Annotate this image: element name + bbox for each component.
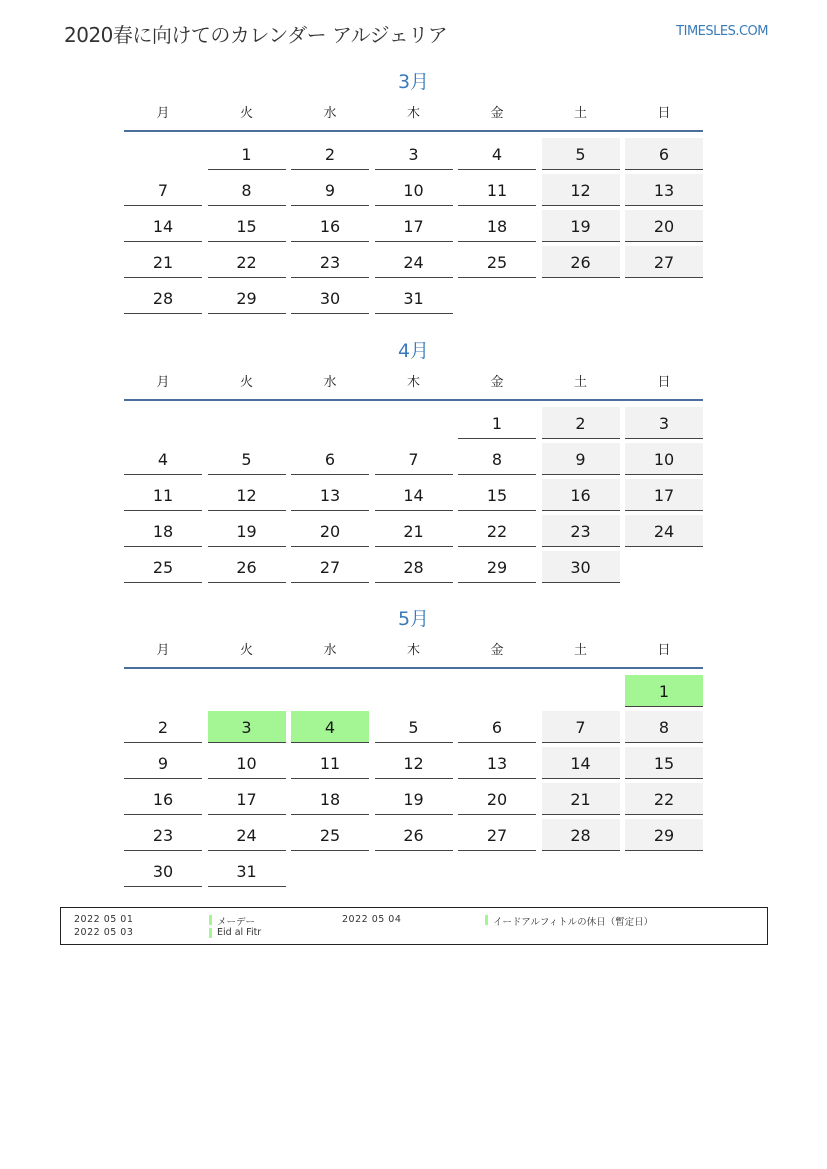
day-cell: 17 [625,479,703,511]
day-cell: 29 [458,551,536,583]
day-cell: 10 [625,443,703,475]
day-cell: 15 [458,479,536,511]
day-cell: 8 [458,443,536,475]
day-cell: 14 [124,210,202,242]
day-cell: 28 [375,551,453,583]
weekday-label: 水 [323,375,337,390]
day-cell: 13 [625,174,703,206]
day-cell: 19 [208,515,286,547]
day-cell: 18 [124,515,202,547]
day-cell: 23 [124,819,202,851]
day-cell: 29 [208,282,286,314]
day-cell: 6 [625,138,703,170]
day-cell: 5 [208,443,286,475]
day-cell: 9 [291,174,369,206]
day-cell: 3 [625,407,703,439]
day-cell: 17 [375,210,453,242]
day-cell: 2 [542,407,620,439]
day-cell: 12 [542,174,620,206]
day-cell: 30 [291,282,369,314]
day-cell: 12 [208,479,286,511]
weekday-header [124,369,703,397]
holiday-day-cell: 4 [291,711,369,743]
day-cell: 15 [208,210,286,242]
day-cell: 11 [291,747,369,779]
weekday-label: 水 [323,643,337,658]
month-march [124,68,703,308]
day-cell: 21 [124,246,202,278]
weekday-label: 土 [573,375,587,390]
day-cell: 5 [542,138,620,170]
day-cell: 14 [542,747,620,779]
weekday-label: 木 [406,106,420,121]
legend-date: 2022 05 04 [342,914,402,925]
day-cell: 18 [458,210,536,242]
holiday-legend [60,907,768,945]
legend-holiday-name: メーデー [209,914,255,928]
day-cell: 23 [291,246,369,278]
day-cell: 19 [542,210,620,242]
site-link[interactable]: TIMESLES.COM [676,24,768,39]
day-cell: 23 [542,515,620,547]
weekday-label: 月 [156,106,170,121]
day-cell: 20 [625,210,703,242]
day-cell: 8 [625,711,703,743]
day-cell: 21 [542,783,620,815]
day-cell: 4 [458,138,536,170]
weekday-label: 金 [490,106,504,121]
day-cell: 15 [625,747,703,779]
month-title: 3月 [397,71,430,93]
weekday-label: 月 [156,375,170,390]
day-cell: 24 [208,819,286,851]
day-cell: 6 [291,443,369,475]
day-cell: 24 [375,246,453,278]
day-cell: 27 [625,246,703,278]
day-cell: 16 [542,479,620,511]
day-cell: 25 [124,551,202,583]
day-cell: 9 [124,747,202,779]
weekday-label: 金 [490,643,504,658]
day-cell: 10 [208,747,286,779]
weekday-label: 木 [406,643,420,658]
month-title: 5月 [397,608,430,630]
page-title: 2020春に向けてのカレンダー アルジェリア [64,23,448,47]
day-cell: 4 [124,443,202,475]
weekday-label: 火 [239,375,253,390]
day-cell: 7 [124,174,202,206]
day-cell: 7 [375,443,453,475]
weekday-label: 日 [657,375,671,390]
day-cell: 20 [458,783,536,815]
day-cell: 11 [458,174,536,206]
day-cell: 16 [124,783,202,815]
weekday-label: 火 [239,106,253,121]
day-cell: 31 [375,282,453,314]
day-cell: 9 [542,443,620,475]
holiday-day-cell: 1 [625,675,703,707]
day-cell: 1 [458,407,536,439]
day-cell: 6 [458,711,536,743]
day-cell: 1 [208,138,286,170]
day-cell: 3 [375,138,453,170]
weekday-label: 木 [406,375,420,390]
legend-holiday-name: イードアルフィトルの休日（暫定日） [485,914,653,928]
day-cell: 7 [542,711,620,743]
day-cell: 26 [375,819,453,851]
holiday-day-cell: 3 [208,711,286,743]
weekday-label: 土 [573,106,587,121]
day-cell: 2 [291,138,369,170]
header-divider [124,399,703,401]
day-cell: 24 [625,515,703,547]
day-cell: 31 [208,855,286,887]
day-cell: 22 [208,246,286,278]
day-cell: 26 [208,551,286,583]
day-cell: 14 [375,479,453,511]
month-may [124,605,703,881]
legend-holiday-name: Eid al Fitr [209,927,261,938]
day-cell: 10 [375,174,453,206]
day-cell: 29 [625,819,703,851]
weekday-label: 金 [490,375,504,390]
weekday-label: 水 [323,106,337,121]
day-cell: 18 [291,783,369,815]
weekday-header [124,100,703,128]
day-cell: 22 [625,783,703,815]
day-cell: 28 [124,282,202,314]
weekday-header [124,637,703,665]
day-cell: 16 [291,210,369,242]
day-cell: 5 [375,711,453,743]
day-cell: 27 [291,551,369,583]
day-cell: 12 [375,747,453,779]
day-cell: 22 [458,515,536,547]
weekday-label: 土 [573,643,587,658]
day-cell: 13 [458,747,536,779]
day-cell: 20 [291,515,369,547]
day-cell: 26 [542,246,620,278]
day-cell: 27 [458,819,536,851]
legend-date: 2022 05 01 [74,914,134,925]
header-divider [124,130,703,132]
day-cell: 21 [375,515,453,547]
day-cell: 11 [124,479,202,511]
month-april [124,337,703,577]
day-cell: 13 [291,479,369,511]
weekday-label: 日 [657,106,671,121]
day-cell: 28 [542,819,620,851]
day-cell: 25 [458,246,536,278]
weekday-label: 日 [657,643,671,658]
day-cell: 2 [124,711,202,743]
month-title: 4月 [397,340,430,362]
day-cell: 30 [542,551,620,583]
header-divider [124,667,703,669]
day-cell: 8 [208,174,286,206]
legend-date: 2022 05 03 [74,927,134,938]
day-cell: 25 [291,819,369,851]
weekday-label: 火 [239,643,253,658]
day-cell: 30 [124,855,202,887]
day-cell: 17 [208,783,286,815]
weekday-label: 月 [156,643,170,658]
day-cell: 19 [375,783,453,815]
